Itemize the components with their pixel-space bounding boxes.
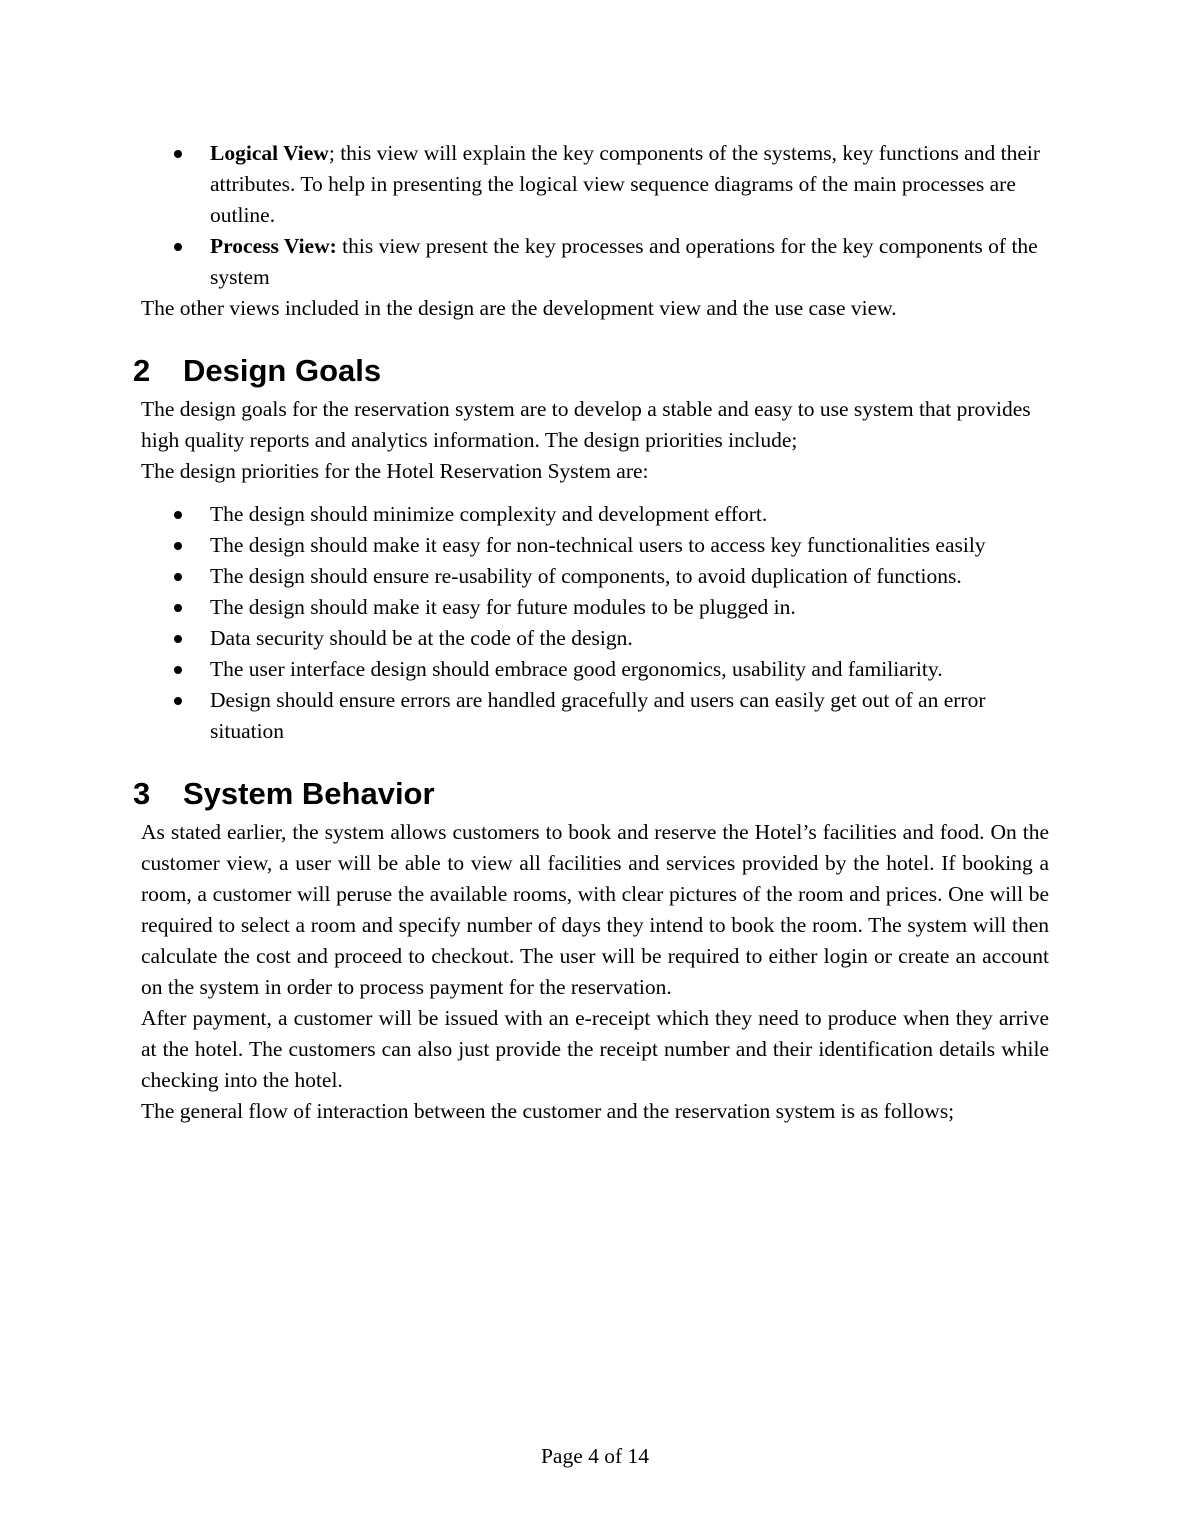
list-item <box>141 499 1049 530</box>
intro-bullet-list <box>141 138 1049 293</box>
list-item <box>141 530 1049 561</box>
design-priorities-list <box>141 499 1049 747</box>
list-item-text: The user interface design should embrace good ergonomics, usability and familiarity. <box>210 657 943 681</box>
list-item-text: The design should minimize complexity and development effort. <box>210 502 768 526</box>
list-item <box>141 561 1049 592</box>
section-2-number: 2 <box>133 353 151 388</box>
section-3-heading <box>133 774 1041 814</box>
list-item-text: Design should ensure errors are handled gracefully and users can easily get out of an error situation <box>210 688 986 743</box>
list-item <box>141 231 1049 293</box>
list-item-term: Logical View <box>210 141 329 165</box>
bullet-icon <box>174 604 182 612</box>
list-item <box>141 623 1049 654</box>
page-content <box>133 138 1049 1127</box>
bullet-icon <box>174 542 182 550</box>
section-2-paragraph-2: The design priorities for the Hotel Reservation System are: <box>141 459 649 483</box>
section-3-title: System Behavior <box>183 776 435 811</box>
page-footer <box>0 1441 1190 1472</box>
bullet-icon <box>174 697 182 705</box>
list-item <box>141 685 1049 747</box>
bullet-icon <box>174 635 182 643</box>
section-3-number: 3 <box>133 776 151 811</box>
list-item-text: ; this view will explain the key components of the systems, key functions and their attributes. To help in presenting the logical view sequence diagrams of the main processes are outline. <box>210 141 1041 227</box>
bullet-icon <box>174 243 182 251</box>
list-item <box>141 138 1049 231</box>
section-2-heading <box>133 351 1041 391</box>
list-item <box>141 592 1049 623</box>
section-2-paragraph-1: The design goals for the reservation system are to develop a stable and easy to use system that provides high quality reports and analytics information. The design priorities include; <box>141 397 1031 452</box>
bullet-icon <box>174 573 182 581</box>
bullet-icon <box>174 666 182 674</box>
list-item-text: The design should make it easy for non-technical users to access key functionalities easily <box>210 533 986 557</box>
bullet-icon <box>174 150 182 158</box>
section-3-paragraph-3: The general flow of interaction between the customer and the reservation system is as follows; <box>141 1099 955 1123</box>
list-item-term: Process View: <box>210 234 337 258</box>
list-item-text: The design should make it easy for future modules to be plugged in. <box>210 595 796 619</box>
bullet-icon <box>174 511 182 519</box>
intro-paragraph: The other views included in the design are the development view and the use case view. <box>141 296 897 320</box>
list-item-text: Data security should be at the code of the design. <box>210 626 633 650</box>
section-3-paragraph-1: As stated earlier, the system allows customers to book and reserve the Hotel’s facilities and food. On the customer view, a user will be able to view all facilities and services provided by the hotel. If booking a room, a customer will peruse the available rooms, with clear pictures of the room and prices. One will be required to select a room and specify number of days they intend to book the room. The system will then calculate the cost and proceed to checkout. The user will be required to either login or create an account on the system in order to process payment for the reservation. <box>141 820 1049 999</box>
list-item-text: this view present the key processes and operations for the key components of the system <box>210 234 1038 289</box>
section-3-paragraph-2: After payment, a customer will be issued with an e-receipt which they need to produce when they arrive at the hotel. The customers can also just provide the receipt number and their identification details while checking into the hotel. <box>141 1006 1049 1092</box>
page-number: Page 4 of 14 <box>540 1444 650 1468</box>
list-item <box>141 654 1049 685</box>
section-2-title: Design Goals <box>183 353 382 388</box>
list-item-text: The design should ensure re-usability of components, to avoid duplication of functions. <box>210 564 962 588</box>
